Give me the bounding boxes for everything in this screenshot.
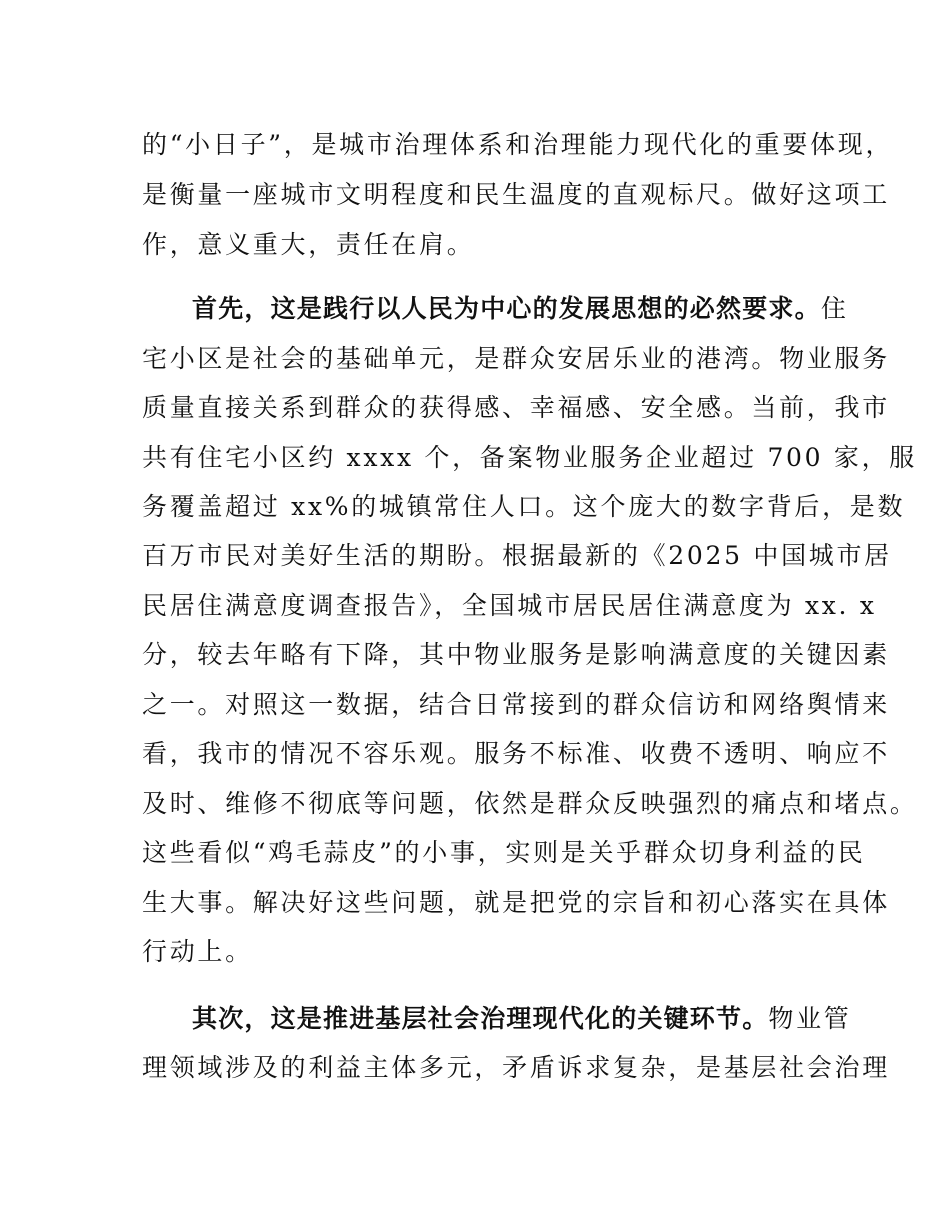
paragraph-3-line-2: 理领域涉及的利益主体多元，矛盾诉求复杂，是基层社会治理 (142, 1053, 890, 1082)
paragraph-2-line-13: 生大事。解决好这些问题，就是把党的宗旨和初心落实在具体 (142, 888, 890, 917)
paragraph-2-line-8: 分，较去年略有下降，其中物业服务是影响满意度的关键因素 (142, 640, 890, 669)
paragraph-2-line-7: 民居住满意度调查报告》，全国城市居民居住满意度为 xx. x (142, 591, 877, 620)
paragraph-2-line-10: 看，我市的情况不容乐观。服务不标准、收费不透明、响应不 (142, 739, 890, 768)
paragraph-3-lead: 其次，这是推进基层社会治理现代化的关键环节。 (192, 1004, 769, 1033)
paragraph-2-line-6: 百万市民对美好生活的期盼。根据最新的《2025 中国城市居 (142, 541, 892, 570)
paragraph-3-line-1 (192, 1004, 852, 1034)
paragraph-2-line-1-text: 住 (820, 294, 849, 323)
paragraph-1-line-3: 作，意义重大，责任在肩。 (142, 230, 475, 259)
paragraph-2-line-4: 共有住宅小区约 xxxx 个，备案物业服务企业超过 700 家，服 (142, 443, 918, 472)
paragraph-2-line-14: 行动上。 (142, 937, 253, 966)
paragraph-3-line-1-text: 物业管 (768, 1004, 852, 1033)
paragraph-2-line-11: 及时、维修不彻底等问题，依然是群众反映强烈的痛点和堵点。 (142, 789, 918, 818)
paragraph-2-lead: 首先，这是践行以人民为中心的发展思想的必然要求。 (192, 294, 821, 323)
paragraph-2-line-5: 务覆盖超过 xx%的城镇常住人口。这个庞大的数字背后，是数 (142, 492, 906, 521)
paragraph-2-line-2: 宅小区是社会的基础单元，是群众安居乐业的港湾。物业服务 (142, 344, 890, 373)
paragraph-2-line-9: 之一。对照这一数据，结合日常接到的群众信访和网络舆情来 (142, 690, 890, 719)
paragraph-2-line-12: 这些看似“鸡毛蒜皮”的小事，实则是关乎群众切身利益的民 (142, 838, 866, 867)
paragraph-2-line-3: 质量直接关系到群众的获得感、幸福感、安全感。当前，我市 (142, 393, 890, 422)
paragraph-1-line-1: 的“小日子”，是城市治理体系和治理能力现代化的重要体现， (142, 130, 894, 159)
paragraph-2-line-1 (192, 294, 849, 324)
paragraph-1-line-2: 是衡量一座城市文明程度和民生温度的直观标尺。做好这项工 (142, 180, 890, 209)
